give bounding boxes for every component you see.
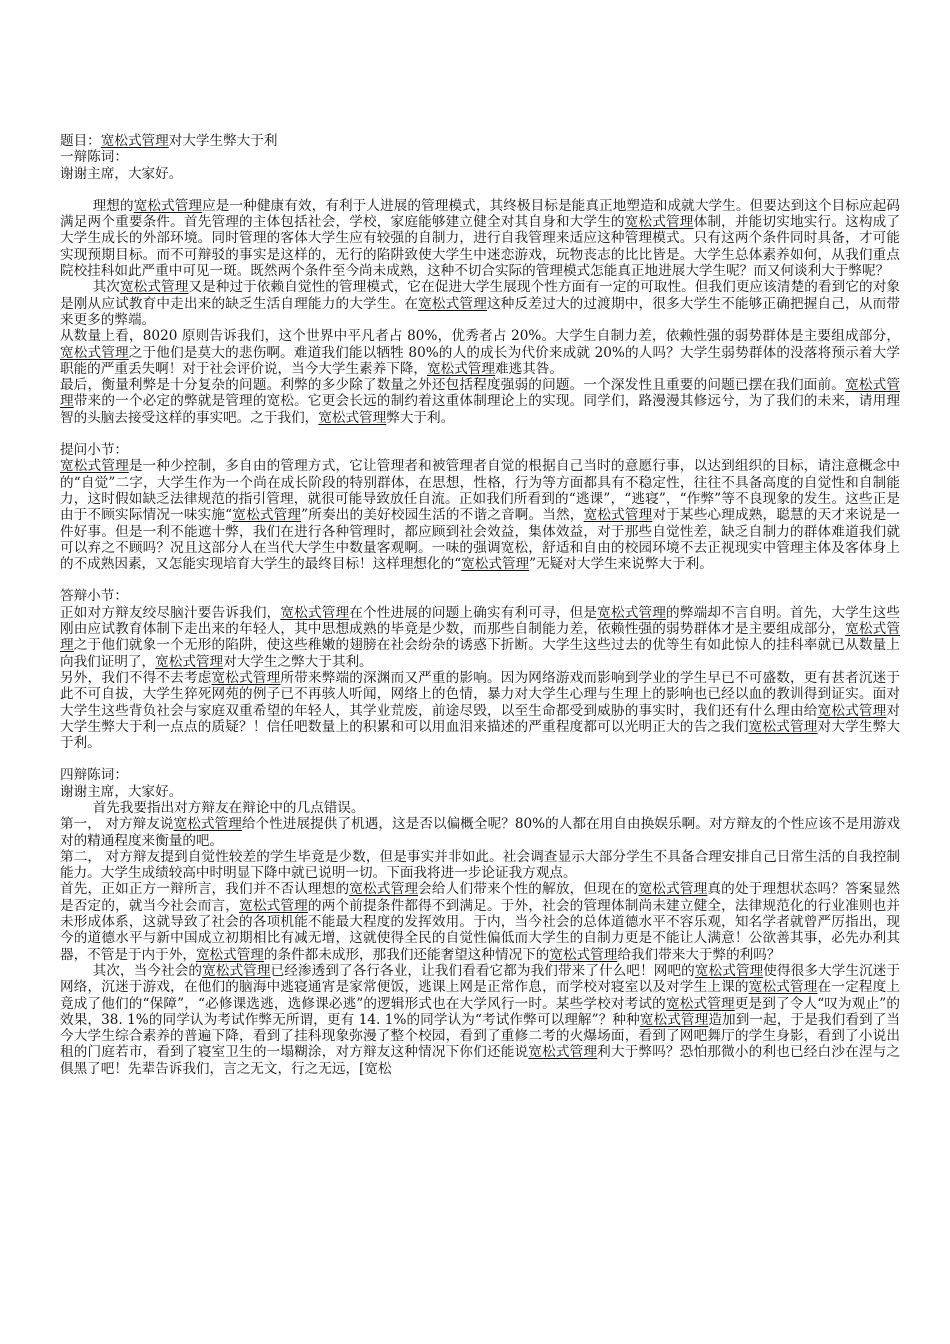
keyword-underlined: 宽松式管理 <box>748 979 818 996</box>
text-run: 难逃其咎。 <box>495 360 563 377</box>
paragraph <box>60 377 900 426</box>
paragraph <box>60 670 900 751</box>
greeting: 谢谢主席，大家好。 <box>60 783 183 800</box>
text-run: 更是到了令人“叹为观止”的效果，38. 1%的同学认为考试作弊无所谓，更有 14. 1%的同学认为“考试作弊可以理解”？种种 <box>60 995 901 1028</box>
questioning-section <box>60 442 900 572</box>
paragraph <box>60 458 900 572</box>
text-run: 的条件都未成形，那我们还能奢望这种情况下的 <box>263 946 550 963</box>
keyword-underlined: 宽松式管理 <box>195 946 264 963</box>
text-run: 在个性进展的问题上确实有利可寻，但是 <box>349 604 598 621</box>
paragraph <box>60 198 900 279</box>
keyword-underlined: 宽松式管理 <box>349 881 419 898</box>
text-run: 利大于弊吗？恐怕那微小的利也已经白沙在涅与之俱黑了吧！先辈告诉我们，言之无文，行之无远，[宽松 <box>60 1044 901 1077</box>
text-run: 造加到一起，于是我们看到了当今大学生综合素养的普遍下降，看到了挂科现象弥漫了整个校园，看到了重修二考的火爆场面，看到了网吧舞厅的学生身影，看到了小说出租的门庭若市，看到了寝室卫生的一塌糊涂，对方辩友这种情况下你们还能说 <box>60 1011 901 1061</box>
keyword-underlined: 宽松式管理 <box>748 718 818 735</box>
keyword-underlined: 宽松式管理 <box>120 279 189 296</box>
keyword-underlined: 宽松式管理 <box>133 197 203 214</box>
paragraph <box>60 963 900 1077</box>
text-run: 最后，衡量利弊是十分复杂的问题。利弊的多少除了数量之外还包括程度强弱的问题。一个深发性且重要的问题已摆在我们面前。 <box>60 377 846 394</box>
keyword-underlined: 宽松式管理 <box>638 881 708 898</box>
keyword-underlined: 宽松式管理 <box>461 556 530 573</box>
title-keyword: 宽松式管理 <box>100 133 169 149</box>
keyword-underlined: 宽松式管理 <box>232 507 302 524</box>
fourth-speech-section <box>60 767 900 1077</box>
keyword-underlined: 宽松式管理 <box>817 702 887 719</box>
keyword-underlined: 宽松式管理 <box>639 1011 709 1028</box>
debate-document <box>60 133 900 1077</box>
paragraph <box>60 881 900 962</box>
text-run: 又是种过于依赖自觉性的管理模式，它在促进大学生展现个性方面有一定的可取性。但我们更应该清楚的看到它的对象是刚从应试教育中走出来的缺乏生活自理能力的大学生。在 <box>60 279 901 312</box>
keyword-underlined: 宽松式管理 <box>418 295 487 312</box>
text-run: 第一， 对方辩友说 <box>60 816 174 833</box>
keyword-underlined: 宽松式管理 <box>665 995 735 1012</box>
keyword-underlined: 宽松式管理 <box>60 377 901 410</box>
keyword-underlined: 宽松式管理 <box>173 816 242 833</box>
keyword-underlined: 宽松式管理 <box>280 604 350 621</box>
section-heading: 答辩小节： <box>60 588 128 605</box>
paragraph <box>60 279 900 328</box>
text-run: ”无疑对大学生来说弊大于利。 <box>529 556 713 573</box>
section-heading: 四辩陈词： <box>60 767 128 784</box>
text-run: 的两个前提条件都得不到满足。于外，社会的管理体制尚未建立健全，法律规范化的行业准则也并未形成体系，这就导致了社会的各项机能不能最大程度的发挥效用。于内，当今社会的总体道德水平不容乐观，知名学者就曾严厉指出，现今的道德水平与新中国成立初期相比有减无增，这就使得全民的自觉性偏低而大学生的自制力更是不能让人满意！公欲善其事，必先办利其器，不管是于内于外， <box>60 897 901 963</box>
text-run: 对大学生弊大于利一点点的质疑？！信任吧数量上的积累和可以用血泪来描述的严重程度都可以光明正大的告之我们 <box>60 702 901 735</box>
keyword-underlined: 宽松式管理 <box>60 458 129 475</box>
keyword-underlined: 宽松式管理 <box>624 214 694 231</box>
paragraph <box>60 816 900 849</box>
keyword-underlined: 宽松式管理 <box>597 604 667 621</box>
text-run: 所带来弊端的深渊而又严重的影响。因为网络游戏而影响到学业的学生早已不可盛数，更有甚者沉迷于此不可自拔，大学生猝死网苑的例子已不再骇人听闻，网络上的色情，暴力对大学生心理与生理上的影响也已经以血的教训得到证实。面对大学生这些背负社会与家庭双重希望的年轻人，其学业荒废，前途尽毁，以至生命都受到威胁的事实时，我们还有什么理由给 <box>60 669 901 719</box>
text-run: 另外，我们不得不去考虑 <box>60 669 212 686</box>
text-run: 对大学生弊大于利。 <box>60 718 901 752</box>
answering-section <box>60 588 900 751</box>
section-heading: 提问小节： <box>60 442 128 459</box>
paragraph <box>60 328 900 377</box>
keyword-underlined: 宽松式管理 <box>528 1044 598 1061</box>
text-run: 真的处于理想状态吗？答案显然是否定的，就当今社会而言， <box>60 881 901 914</box>
intro-paragraph: 首先我要指出对方辩友在辩论中的几点错误。 <box>92 799 365 816</box>
text-run: 之于他们就象一个无形的陷阱，使这些稚嫩的翅膀在社会纷杂的诱惑下折断。大学生这些过去的优等生有如此惊人的挂科率就已从数量上向我们证明了， <box>60 637 901 670</box>
keyword-underlined: 宽松式管理 <box>60 621 901 654</box>
text-run: 其次，当今社会的 <box>92 962 203 979</box>
keyword-underlined: 宽松式管理 <box>583 507 653 524</box>
keyword-underlined: 宽松式管理 <box>318 409 387 426</box>
greeting: 谢谢主席，大家好。 <box>60 165 183 182</box>
text-run: 使得很多大学生沉迷于网络，沉迷于游戏，在他们的脑海中逃寝通宵是家常便饭，逃课上网是正常作息，而学校对寝室以及对学生上课的 <box>60 962 901 996</box>
keyword-underlined: 宽松式管理 <box>60 344 129 361</box>
text-run: 之于他们是莫大的悲伤啊。难道我们能以牺牲 80%的人的成长为代价来成就 20%的人吗？大学生弱势群体的没落将预示着大学职能的严重丢失啊！对于社会评价说，当今大学生素养下降， <box>60 344 900 377</box>
text-run: 正如对方辩友绞尽脑汁要告诉我们， <box>60 604 281 621</box>
text-run: 的弊端却不言自明。首先，大学生这些刚由应试教育体制下走出来的年轻人，其中思想成熟的毕竟是少数，而那些自制能力差，依赖性强的弱势群体才是主要组成部分， <box>60 604 901 638</box>
text-run: 在一定程度上竟成了他们的“保障”，“必修课选逃，选修课必逃”的逻辑形式也在大学风行一时。某些学校对考试的 <box>60 979 901 1012</box>
text-run: 弊大于利。 <box>386 409 455 426</box>
paragraph <box>60 849 900 882</box>
text-run: 从数量上看，8020 原则告诉我们，这个世界中平凡者占 80%，优秀者占 20%。大学生自制力差，依赖性强的弱势群体是主要组成部分， <box>60 328 900 345</box>
keyword-underlined: 宽松式管理 <box>239 897 308 914</box>
text-run: 这种反差过大的过渡期中，很多大学生不能够正确把握自己，从而带来更多的弊端。 <box>60 295 901 328</box>
section-heading: 一辩陈词： <box>60 149 128 166</box>
text-run: 体制，并能切实地实行。这构成了大学生成长的外部环境。同时管理的客体大学生应有较强的自制力，进行自我管理来适应这种管理模式。只有这两个条件同时具备，才可能实现预期目标。而不可辩驳的事实是这样的，无行的陷阱致使大学生中迷恋游戏，玩物丧志的比比皆是。大学生总体素养如何，从我们重点院校挂科如此严重中可见一斑。既然两个条件至今尚未成熟，这种不切合实际的管理模式怎能真正地进展大学生呢？而又何谈利大于弊呢？ <box>60 214 901 280</box>
text-run: 带来的一个必定的弊就是管理的宽松。它更会长远的制约着这重体制理论上的实现。同学们，路漫漫其修远兮，为了我们的未来，请用理智的头脑去接受这样的事实吧。之于我们， <box>60 393 901 426</box>
text-run: 理想的 <box>92 197 134 214</box>
keyword-underlined: 宽松式管理 <box>427 360 495 377</box>
document-title: 题目：宽松式管理对大学生弊大于利 <box>60 133 278 149</box>
keyword-underlined: 宽松式管理 <box>155 653 224 670</box>
text-run: 会给人们带来个性的解放，但现在的 <box>418 881 639 898</box>
text-run: 对于某些心理成熟，聪慧的天才来说是一件好事。但是一利不能遮十弊，我们在进行各种管理时，都应顾到社会效益，集体效益，对于那些自觉性差，缺乏自制力的群体难道我们就可以弃之不顾吗？况且这部分人在当代大学生中数量客观啊。一味的强调宽松，舒适和自由的校园环境不去正视现实中管理主体及客体身上的不成熟因素，又怎能实现培育大学生的最终目标！这样理想化的“ <box>60 507 901 573</box>
keyword-underlined: 宽松式管理 <box>549 946 618 963</box>
text-run: 第二， 对方辩友提到自觉性较差的学生毕竟是少数，但是事实并非如此。社会调查显示大部分学生不具备合理安排自己日常生活的自我控制能力。大学生成绩较高中时明显下降中就已说明一切。下面我将进一步论证我方观点。 <box>60 848 900 882</box>
keyword-underlined: 宽松式管理 <box>202 962 271 979</box>
keyword-underlined: 宽松式管理 <box>694 962 764 979</box>
text-run: 给个性进展提供了机遇，这是否以偏概全呢？80%的人都在用自由换娱乐啊。对方辩友的个性应该不是用游戏对的精通程度来衡量的吧。 <box>60 816 901 849</box>
text-run: 首先，正如正方一辩所言，我们并不否认理想的 <box>60 881 350 898</box>
text-run: ”所奏出的美好校园生活的不谐之音啊。当然， <box>301 507 584 524</box>
text-run: 已经渗透到了各行各业，让我们看看它都为我们带来了什么吧！网吧的 <box>270 962 695 979</box>
text-run: 其次 <box>92 279 120 296</box>
keyword-underlined: 宽松式管理 <box>211 669 281 686</box>
text-run: 是一种少控制，多自由的管理方式，它让管理者和被管理者自觉的根据自己当时的意愿行事，以达到组织的目标，请注意概念中的“自觉”二字，大学生作为一个尚在成长阶段的特别群体，在思想，性格，行为等方面都具有不稳定性，往往不具备高度的自觉性和自制能力，这时假如缺乏法律规范的指引管理，就很可能导致放任自流。正如我们所看到的“逃课”，“逃寝”，“作弊”等不良现象的发生。这些正是由于不顾实际情况一味实施“ <box>60 458 901 524</box>
text-run: 应是一种健康有效，有利于人进展的管理模式，其终极目标是能真正地塑造和成就大学生。但要达到这个目标应起码满足两个重要条件。首先管理的主体包括社会，学校，家庭能够建立健全对其自身和大学生的 <box>60 197 901 231</box>
paragraph <box>60 605 900 670</box>
text-run: 对大学生之弊大于其利。 <box>223 653 373 670</box>
text-run: 给我们带来大于弊的利吗？ <box>617 946 781 963</box>
first-speech-section <box>60 149 900 426</box>
